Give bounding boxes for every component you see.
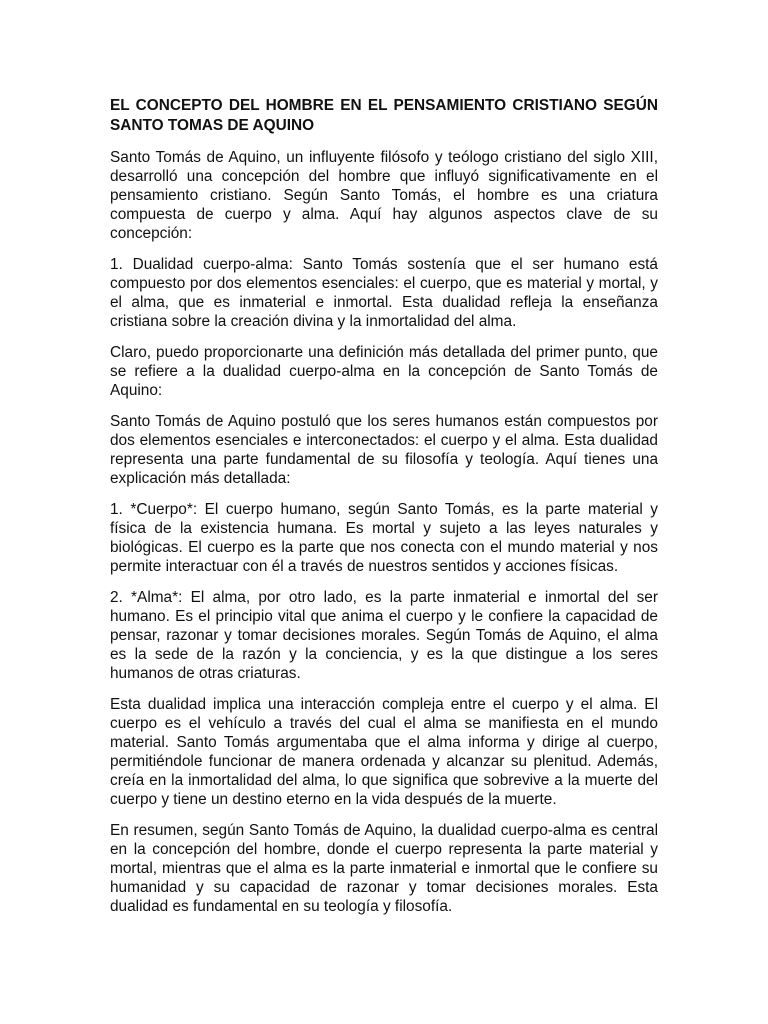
paragraph-cuerpo: 1. *Cuerpo*: El cuerpo humano, según Santo Tomás, es la parte material y física de la existencia humana. Es mortal y sujeto a las leyes naturales y biológicas. El cuerpo es la parte que nos conecta con el mundo material y nos permite interactuar con él a través de nuestros sentidos y acciones físicas.	[110, 501, 658, 575]
paragraph-dualidad-cuerpo-alma: 1. Dualidad cuerpo-alma: Santo Tomás sostenía que el ser humano está compuesto por dos elementos esenciales: el cuerpo, que es material y mortal, y el alma, que es inmaterial e inmortal. Esta dualidad refleja la enseñanza cristiana sobre la creación divina y la inmortalidad del alma.	[110, 256, 658, 330]
paragraph-intro: Santo Tomás de Aquino, un influyente filósofo y teólogo cristiano del siglo XIII, desarrolló una concepción del hombre que influyó significativamente en el pensamiento cristiano. Según Santo Tomás, el hombre es una criatura compuesta de cuerpo y alma. Aquí hay algunos aspectos clave de su concepción:	[110, 149, 658, 242]
paragraph-alma: 2. *Alma*: El alma, por otro lado, es la parte inmaterial e inmortal del ser humano. Es el principio vital que anima el cuerpo y le confiere la capacidad de pensar, razonar y tomar decisiones morales. Según Tomás de Aquino, el alma es la sede de la razón y la conciencia, y es la que distingue a los seres humanos de otras criaturas.	[110, 589, 658, 682]
paragraph-postulado: Santo Tomás de Aquino postuló que los seres humanos están compuestos por dos elementos esenciales e interconectados: el cuerpo y el alma. Esta dualidad representa una parte fundamental de su filosofía y teología. Aquí tienes una explicación más detallada:	[110, 413, 658, 487]
paragraph-resumen: En resumen, según Santo Tomás de Aquino, la dualidad cuerpo-alma es central en la concepción del hombre, donde el cuerpo representa la parte material y mortal, mientras que el alma es la parte inmaterial e inmortal que le confiere su humanidad y su capacidad de razonar y tomar decisiones morales. Esta dualidad es fundamental en su teología y filosofía.	[110, 822, 658, 915]
paragraph-definicion-detallada: Claro, puedo proporcionarte una definición más detallada del primer punto, que se refiere a la dualidad cuerpo-alma en la concepción de Santo Tomás de Aquino:	[110, 344, 658, 399]
paragraph-interaccion: Esta dualidad implica una interacción compleja entre el cuerpo y el alma. El cuerpo es el vehículo a través del cual el alma se manifiesta en el mundo material. Santo Tomás argumentaba que el alma informa y dirige al cuerpo, permitiéndole funcionar de manera ordenada y alcanzar su plenitud. Además, creía en la inmortalidad del alma, lo que significa que sobrevive a la muerte del cuerpo y tiene un destino eterno en la vida después de la muerte.	[110, 696, 658, 808]
document-title: EL CONCEPTO DEL HOMBRE EN EL PENSAMIENTO CRISTIANO SEGÚN SANTO TOMAS DE AQUINO	[110, 97, 658, 134]
document-page	[110, 96, 658, 928]
